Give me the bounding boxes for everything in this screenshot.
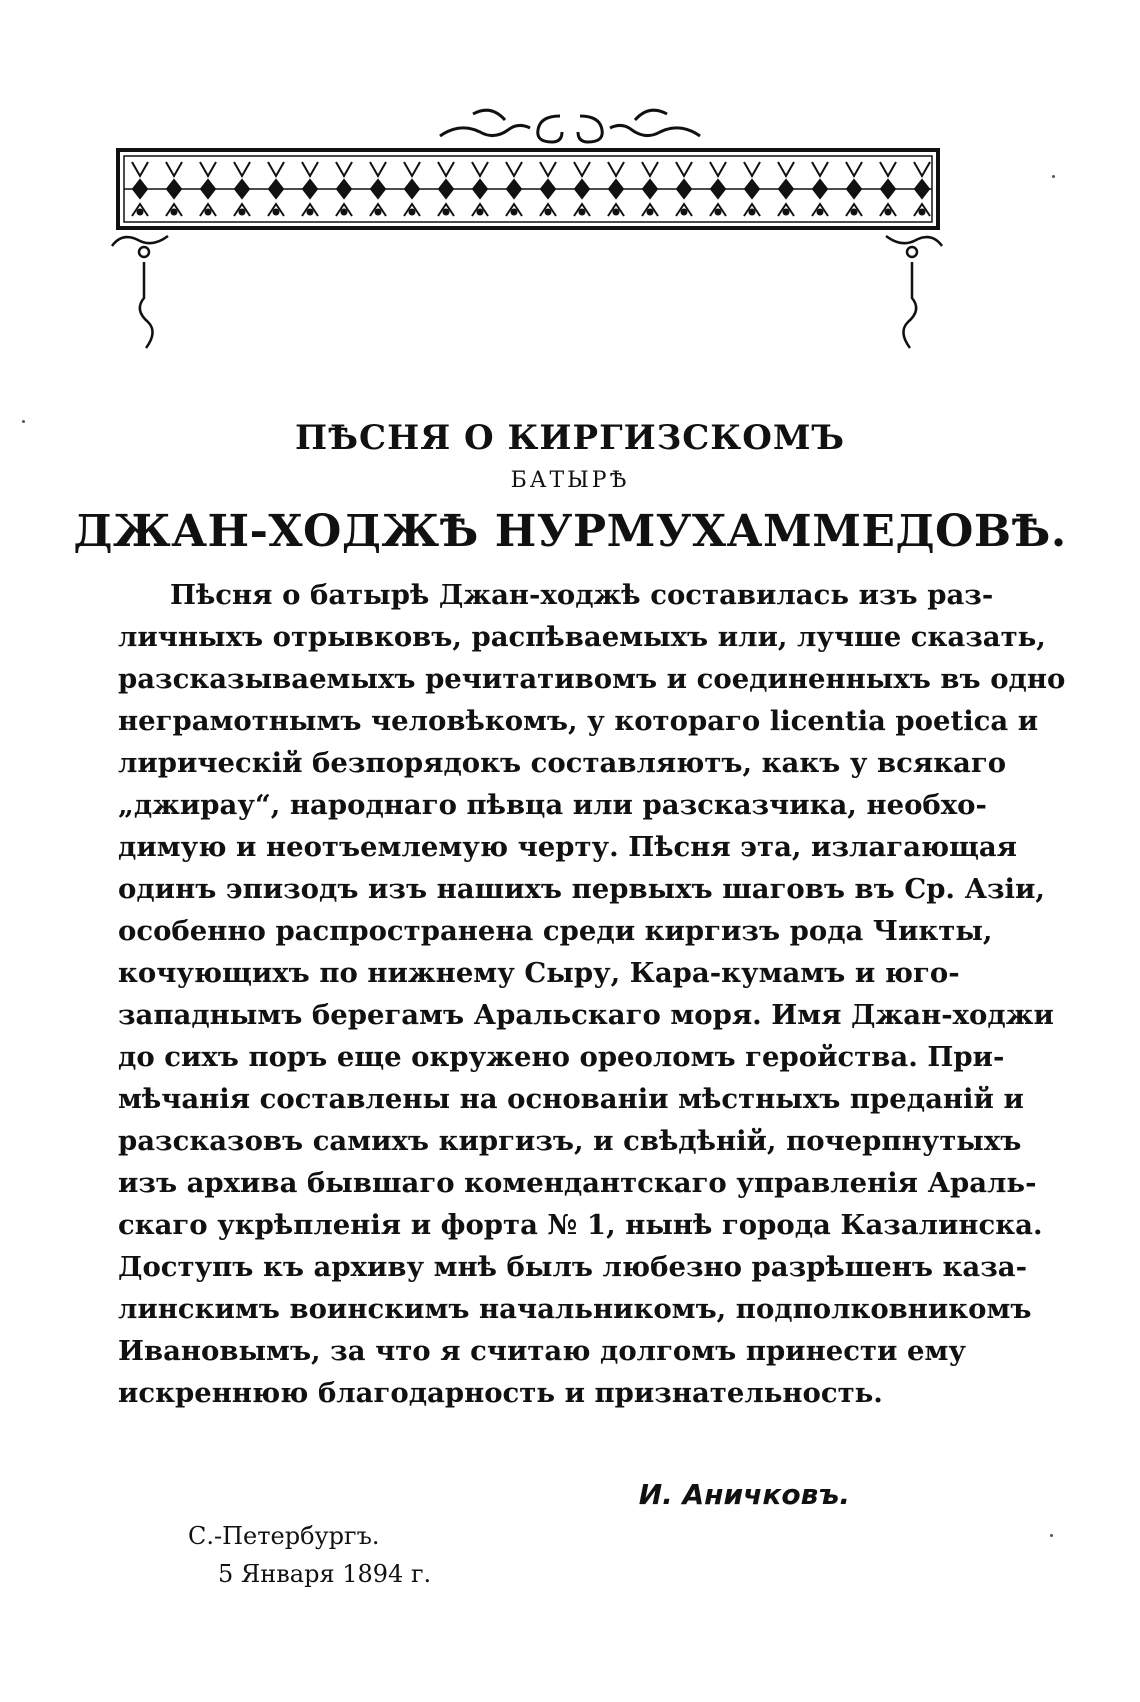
paragraph-line: мѣчанія составлены на основаніи мѣстныхъ преданій и <box>118 1083 1024 1115</box>
place-of-writing: С.-Петербургъ. <box>188 1522 380 1550</box>
paragraph-line: личныхъ отрывковъ, распѣваемыхъ или, лучше сказать, <box>118 621 1046 653</box>
paragraph-line: скаго укрѣпленія и форта № 1, нынѣ города Казалинска. <box>118 1209 1043 1241</box>
scan-speck <box>1052 175 1055 178</box>
paragraph-line: кочующихъ по нижнему Сыру, Кара-кумамъ и юго- <box>118 957 960 989</box>
paragraph-line: Пѣсня о батырѣ Джан-ходжѣ составилась изъ раз- <box>170 579 994 611</box>
paragraph-line: линскимъ воинскимъ начальникомъ, подполковникомъ <box>118 1293 1032 1325</box>
paragraph-line: до сихъ поръ еще окружено ореоломъ геройства. При- <box>118 1041 1005 1073</box>
title-line-3: ДЖАН-ХОДЖѢ НУРМУХАММЕДОВѢ. <box>73 506 1067 557</box>
paragraph-line: искреннюю благодарность и признательность. <box>118 1377 883 1409</box>
preface-paragraph <box>118 574 1066 1414</box>
paragraph-line: Ивановымъ, за что я считаю долгомъ принести ему <box>118 1335 966 1367</box>
paragraph-line: Доступъ къ архиву мнѣ былъ любезно разрѣшенъ каза- <box>118 1251 1028 1283</box>
paragraph-line: димую и неотъемлемую черту. Пѣсня эта, излагающая <box>118 831 1017 863</box>
scan-speck <box>22 420 25 423</box>
date-of-writing: 5 Января 1894 г. <box>218 1560 432 1588</box>
paragraph-line: западнымъ берегамъ Аральскаго моря. Имя Джан-ходжи <box>118 999 1054 1031</box>
paragraph-line: разсказываемыхъ речитативомъ и соединенныхъ въ одно <box>118 663 1066 695</box>
scan-speck <box>1050 1534 1053 1537</box>
title-line-1: ПѢСНЯ О КИРГИЗСКОМЪ <box>294 418 845 458</box>
paragraph-line: „джирау“, народнаго пѣвца или разсказчика, необхо- <box>118 789 987 821</box>
paragraph-line: особенно распространена среди киргизъ рода Чикты, <box>118 915 993 947</box>
paragraph-line: неграмотнымъ человѣкомъ, у котораго licentia poetica и <box>118 705 1039 737</box>
paragraph-line: изъ архива бывшаго комендантскаго управленія Араль- <box>118 1167 1037 1199</box>
title-line-2: БАТЫРѢ <box>510 468 630 493</box>
author-signature: И. Аничковъ. <box>638 1478 850 1511</box>
paragraph-line: лирическій безпорядокъ составляютъ, какъ у всякаго <box>118 747 1007 779</box>
paragraph-line: одинъ эпизодъ изъ нашихъ первыхъ шаговъ въ Ср. Азіи, <box>118 873 1045 905</box>
paragraph-line: разсказовъ самихъ киргизъ, и свѣдѣній, почерпнутыхъ <box>118 1125 1022 1157</box>
decorative-headpiece-ornament-icon <box>0 0 1140 380</box>
